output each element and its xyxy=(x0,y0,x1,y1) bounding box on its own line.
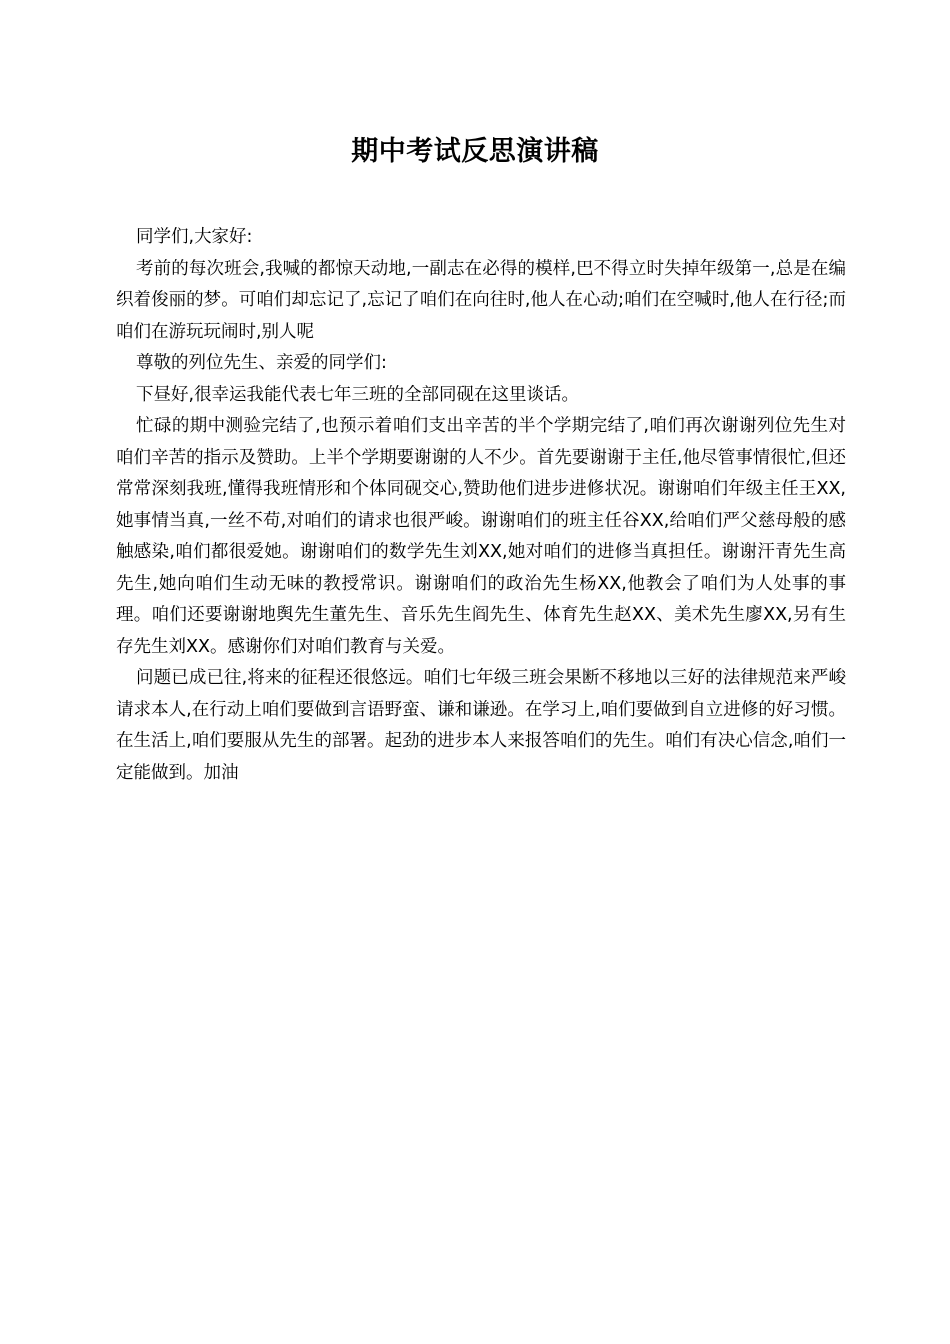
salutation-paragraph: 尊敬的列位先生、亲爱的同学们: xyxy=(136,353,387,373)
document-body xyxy=(116,222,846,789)
body-paragraph: 忙碌的期中测验完结了,也预示着咱们支出辛苦的半个学期完结了,咱们再次谢谢列位先生对咱们辛苦的指示及赞助。上半个学期要谢谢的人不少。首先要谢谢于主任,他尽管事情很忙,但还常常深刻我班,懂得我班情形和个体同砚交心,赞助他们进步进修状况。谢谢咱们年级主任王XX,她事情当真,一丝不苟,对咱们的请求也很严峻。谢谢咱们的班主任谷XX,给咱们严父慈母般的感触感染,咱们都很爱她。谢谢咱们的数学先生刘XX,她对咱们的进修当真担任。谢谢汗青先生高先生,她向咱们生动无味的教授常识。谢谢咱们的政治先生杨XX,他教会了咱们为人处事的事理。咱们还要谢谢地舆先生董先生、音乐先生阎先生、体育先生赵XX、美术先生廖XX,另有生存先生刘XX。感谢你们对咱们教育与关爱。 xyxy=(116,416,846,657)
body-paragraph: 问题已成已往,将来的征程还很悠远。咱们七年级三班会果断不移地以三好的法律规范来严峻请求本人,在行动上咱们要做到言语野蛮、谦和谦逊。在学习上,咱们要做到自立进修的好习惯。在生活上,咱们要服从先生的部署。起劲的进步本人来报答咱们的先生。咱们有决心信念,咱们一定能做到。加油 xyxy=(116,668,846,783)
body-paragraph: 下昼好,很幸运我能代表七年三班的全部同砚在这里谈话。 xyxy=(136,384,580,405)
greeting-paragraph: 同学们,大家好: xyxy=(136,227,253,247)
body-paragraph: 考前的每次班会,我喊的都惊天动地,一副志在必得的模样,巴不得立时失掉年级第一,总是在编织着俊丽的梦。可咱们却忘记了,忘记了咱们在向往时,他人在心动;咱们在空喊时,他人在行径;而咱们在游玩玩闹时,别人呢 xyxy=(116,258,846,342)
page-title: 期中考试反思演讲稿 xyxy=(351,136,599,167)
